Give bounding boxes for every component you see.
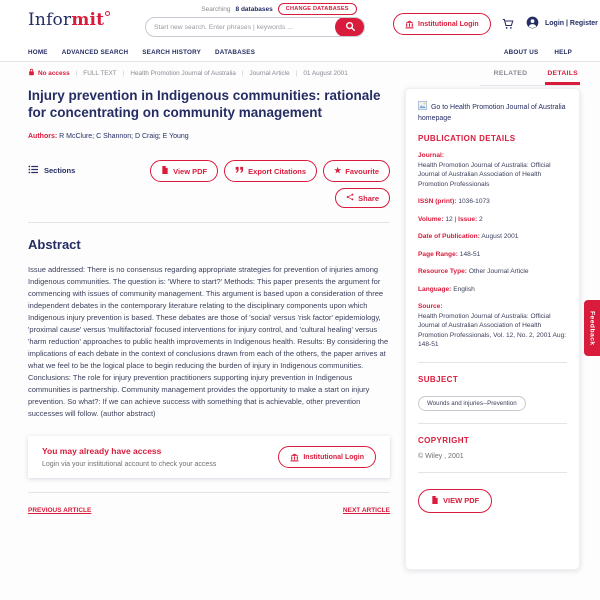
breadcrumb-journal[interactable]: Health Promotion Journal of Australia bbox=[130, 69, 236, 77]
field-publication-date-value: August 2001 bbox=[481, 233, 519, 240]
subject-tag[interactable]: Wounds and injuries--Prevention bbox=[418, 396, 526, 411]
sidebar-view-pdf-label: VIEW PDF bbox=[443, 496, 480, 505]
detail-tabs bbox=[480, 66, 580, 86]
feedback-tab[interactable] bbox=[584, 300, 600, 356]
breadcrumb-full-text: FULL TEXT bbox=[83, 69, 117, 77]
journal-homepage-link[interactable] bbox=[418, 101, 567, 124]
access-banner bbox=[28, 436, 390, 478]
tab-related[interactable]: RELATED bbox=[493, 70, 528, 77]
login-register-link[interactable]: Login | Register bbox=[545, 20, 598, 27]
field-page-range-label: Page Range: bbox=[418, 250, 458, 258]
institution-bank-icon bbox=[405, 20, 414, 29]
divider bbox=[418, 472, 567, 473]
field-publication-date-label: Date of Publication: bbox=[418, 233, 480, 240]
searching-label: Searching bbox=[201, 5, 231, 13]
nav-item-about-us[interactable]: ABOUT US bbox=[503, 49, 539, 56]
search-input[interactable] bbox=[146, 24, 335, 31]
nav-item-help[interactable]: HELP bbox=[554, 49, 572, 56]
abstract-text: Issue addressed: There is no consensus regarding appropriate strategies for prevention of injuries among Indigenous communities. The question is: 'Where to start?' Methods: This paper presents the argument for commencing with issues of community management. This argument is based upon a consideration of three independent debates in the contemporary literature relating to the disciplinary components upon which Indigenous injury prevention is based. These debates are those of 'social' versus 'risk factor' epidemiology, 'proximal cause' versus 'multifactorial' focused interventions for injury control, and 'cultural healing' versus 'harm reduction' approaches to public health improvements in Indigenous health. Results: By considering the implications of each debate in the context of conclusions drawn from each of the others, the paper arrives at what we feel to be the logical place to begin reducing the burden of injury in Indigenous communities. Conclusions: The role for injury prevention practitioners supporting injury prevention in Indigenous communities is partnership. Community management provides the opportunity to make a start on injury prevention. So what?: If we can achieve success with something that is achievable, other prevention successes will follow. (author abstract) bbox=[28, 265, 389, 418]
divider bbox=[418, 423, 567, 424]
view-pdf-label: View PDF bbox=[173, 166, 208, 176]
pdf-file-icon bbox=[161, 165, 169, 177]
actions-row bbox=[28, 160, 390, 208]
logo-text-suffix: mit bbox=[71, 10, 105, 30]
article-main bbox=[28, 68, 390, 514]
field-resource-type-value: Other Journal Article bbox=[468, 268, 529, 275]
share-button[interactable] bbox=[335, 188, 390, 208]
access-banner-title: You may already have access bbox=[42, 446, 162, 456]
subject-heading: SUBJECT bbox=[418, 374, 459, 384]
next-article-link[interactable]: NEXT ARTICLE bbox=[342, 507, 390, 514]
breadcrumb: No access | FULL TEXT | Health Promotion Journal of Australia | Journal Article | 01 August 2001 bbox=[28, 68, 390, 78]
field-page-range bbox=[418, 250, 567, 260]
field-journal bbox=[418, 151, 567, 189]
logo-degree-icon bbox=[105, 11, 110, 16]
field-volume-label: Volume: bbox=[418, 215, 444, 223]
institution-bank-icon bbox=[290, 453, 299, 462]
pdf-file-icon bbox=[431, 495, 439, 507]
nav-item-databases[interactable]: DATABASES bbox=[215, 49, 256, 56]
article-pagination bbox=[28, 507, 390, 514]
breadcrumb-resource-type: Journal Article bbox=[249, 69, 290, 77]
banner-institutional-login-label: Institutional Login bbox=[303, 453, 364, 461]
nav-item-home[interactable]: HOME bbox=[28, 49, 48, 56]
field-resource-type-label: Resource Type: bbox=[418, 268, 467, 275]
institutional-login-button[interactable] bbox=[393, 13, 491, 35]
field-page-range-value: 148-51 bbox=[459, 250, 481, 258]
share-label: Share bbox=[358, 193, 379, 203]
access-status bbox=[28, 68, 70, 78]
volume-issue-separator: | bbox=[454, 215, 457, 223]
field-volume-issue bbox=[418, 215, 567, 225]
field-issn-label: ISSN (print): bbox=[418, 198, 457, 205]
list-icon bbox=[28, 165, 39, 176]
logo-text-prefix: Infor bbox=[28, 10, 72, 30]
broken-image-icon bbox=[418, 101, 427, 114]
field-publication-date bbox=[418, 232, 567, 242]
page-title: Injury prevention in Indigenous communities: rationale for concentrating on community management bbox=[28, 88, 381, 120]
field-language-label: Language: bbox=[418, 285, 452, 293]
nav-item-search-history[interactable]: SEARCH HISTORY bbox=[142, 49, 202, 56]
authors-list: R McClure; C Shannon; D Craig; E Young bbox=[59, 133, 189, 140]
search-icon bbox=[345, 20, 356, 35]
breadcrumb-date: 01 August 2001 bbox=[303, 69, 348, 77]
field-volume-value: 12 bbox=[445, 215, 453, 223]
view-pdf-button[interactable] bbox=[150, 160, 218, 182]
lock-icon bbox=[28, 68, 35, 78]
field-language bbox=[418, 285, 567, 295]
field-issue-value: 2 bbox=[479, 215, 483, 223]
feedback-tab-label: Feedback bbox=[588, 310, 596, 346]
access-status-label: No access bbox=[38, 69, 70, 77]
quote-icon bbox=[235, 166, 244, 176]
field-issue-label: Issue: bbox=[458, 215, 478, 223]
authors-line bbox=[28, 133, 390, 140]
field-issn bbox=[418, 197, 567, 207]
divider bbox=[418, 362, 567, 363]
informit-logo[interactable] bbox=[28, 10, 110, 30]
field-journal-label: Journal: bbox=[418, 152, 445, 159]
field-resource-type bbox=[418, 267, 567, 277]
copyright-text: © Wiley , 2001 bbox=[418, 452, 464, 460]
share-icon bbox=[346, 193, 354, 203]
journal-homepage-link-text: Go to Health Promotion Journal of Australia homepage bbox=[418, 104, 566, 122]
field-source-label: Source: bbox=[418, 303, 443, 310]
divider bbox=[28, 492, 390, 493]
abstract-heading: Abstract bbox=[28, 237, 81, 252]
search-button[interactable] bbox=[335, 17, 365, 37]
tab-details[interactable]: DETAILS bbox=[545, 66, 580, 85]
star-icon: ★ bbox=[334, 166, 342, 175]
export-citations-button[interactable] bbox=[224, 160, 317, 182]
main-nav bbox=[0, 44, 600, 62]
header-search-area bbox=[145, 3, 405, 15]
field-language-value: English bbox=[453, 285, 475, 293]
sections-label: Sections bbox=[44, 166, 76, 175]
banner-institutional-login-button[interactable] bbox=[278, 446, 376, 468]
access-banner-subtitle: Login via your institutional account to check your access bbox=[42, 461, 217, 468]
databases-count: 8 databases bbox=[235, 5, 273, 13]
search-bar bbox=[145, 17, 365, 37]
sections-button[interactable] bbox=[28, 165, 75, 176]
field-source bbox=[418, 302, 567, 350]
export-citations-label: Export Citations bbox=[248, 166, 307, 176]
divider bbox=[28, 222, 390, 223]
publication-details-heading: PUBLICATION DETAILS bbox=[418, 134, 516, 143]
cart-icon[interactable] bbox=[502, 17, 514, 35]
copyright-heading: COPYRIGHT bbox=[418, 435, 470, 445]
change-databases-button[interactable]: CHANGE DATABASES bbox=[278, 3, 357, 15]
publication-details-card bbox=[405, 88, 580, 570]
nav-item-advanced-search[interactable]: ADVANCED SEARCH bbox=[61, 49, 129, 56]
action-buttons bbox=[122, 160, 390, 208]
account-icon[interactable] bbox=[526, 16, 539, 34]
access-banner-text bbox=[42, 446, 216, 468]
field-journal-value: Health Promotion Journal of Australia: Official Journal of Australian Association of Health Promotion Professionals bbox=[418, 161, 551, 188]
institutional-login-label: Institutional Login bbox=[418, 20, 479, 28]
previous-article-link[interactable]: PREVIOUS ARTICLE bbox=[28, 507, 92, 514]
field-source-value: Health Promotion Journal of Australia: Official Journal of Australian Association of Health Promotion Professionals, Vol. 12, No. 2, 2001 Aug: 148-51 bbox=[418, 312, 567, 348]
favourite-label: Favourite bbox=[345, 166, 379, 176]
authors-label: Authors: bbox=[28, 133, 58, 140]
field-issn-value: 1036-1073 bbox=[458, 198, 490, 205]
favourite-button[interactable] bbox=[323, 160, 390, 182]
sidebar-view-pdf-button[interactable] bbox=[418, 489, 492, 513]
site-header bbox=[0, 0, 600, 44]
